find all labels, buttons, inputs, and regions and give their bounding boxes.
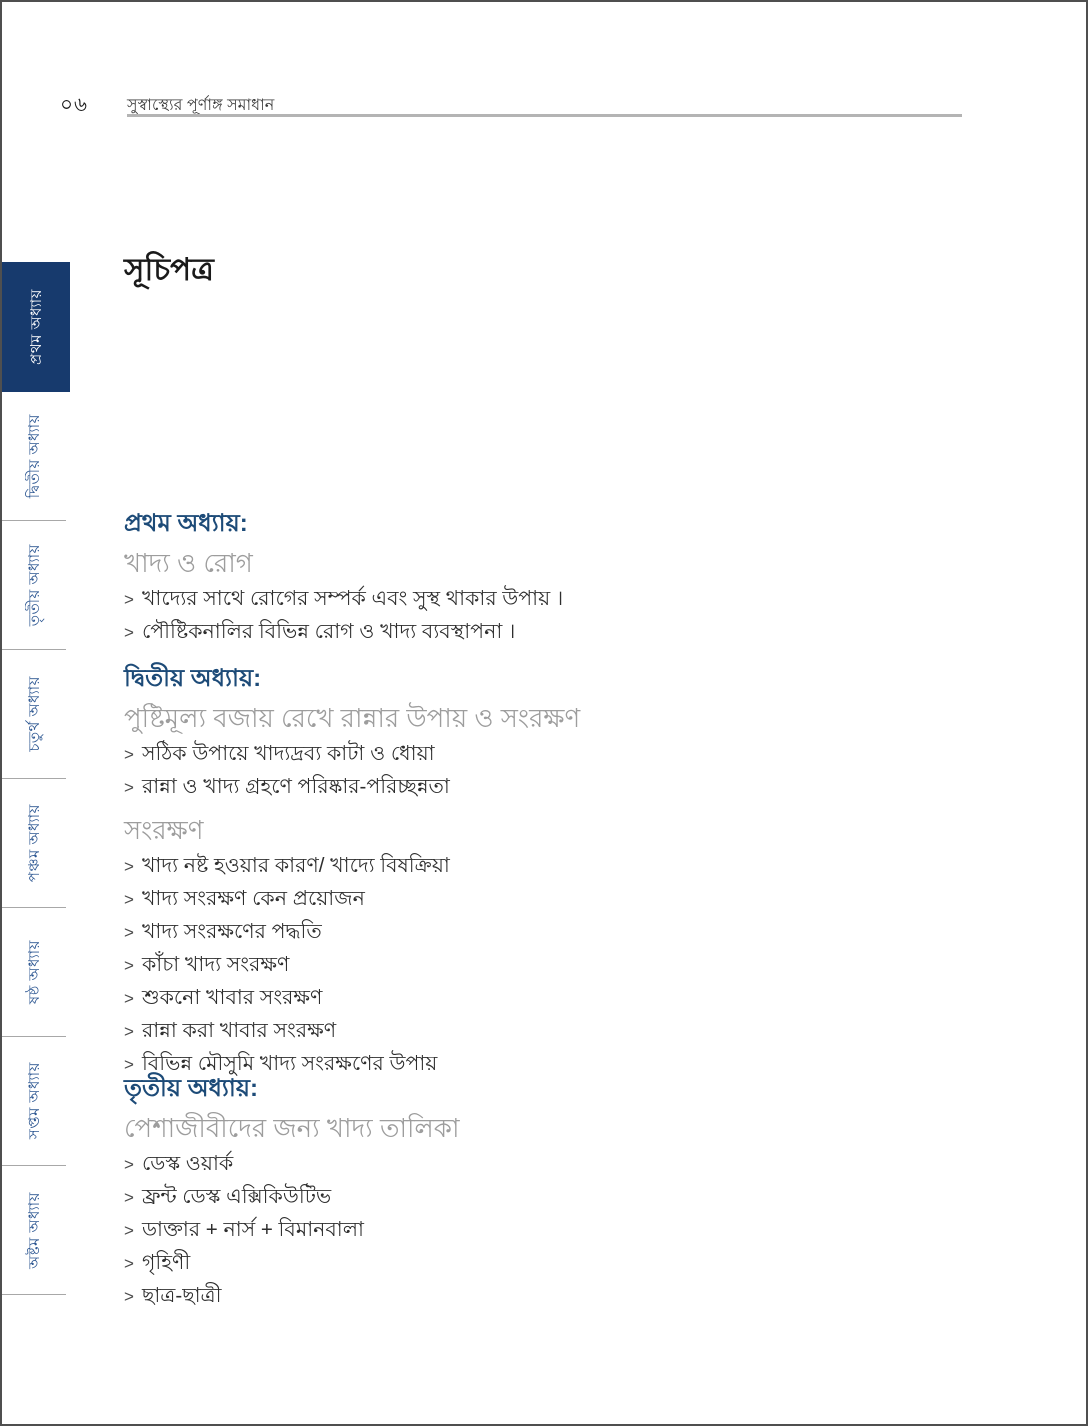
chapter-tab[interactable] bbox=[2, 1037, 66, 1166]
header-rule bbox=[127, 114, 962, 117]
chapter-tab[interactable] bbox=[2, 650, 66, 779]
bullet-marker: > bbox=[124, 745, 134, 764]
chapter-tab[interactable] bbox=[2, 262, 70, 392]
section-heading: দ্বিতীয় অধ্যায়: bbox=[124, 665, 262, 692]
toc-item-text: গৃহিণী bbox=[141, 1251, 191, 1274]
chapter-tab-label: প্রথম অধ্যায় bbox=[27, 289, 45, 365]
chapter-tab[interactable] bbox=[2, 521, 66, 650]
bullet-marker: > bbox=[124, 1287, 134, 1306]
toc-item-text: রান্না করা খাবার সংরক্ষণ bbox=[141, 1019, 337, 1042]
toc-item bbox=[124, 850, 984, 883]
toc-item-text: ফ্রন্ট ডেস্ক এক্সিকিউটিভ bbox=[141, 1185, 332, 1208]
toc-item-text: সঠিক উপায়ে খাদ্যদ্রব্য কাটা ও ধোয়া bbox=[141, 742, 435, 765]
toc-item-text: ছাত্র-ছাত্রী bbox=[141, 1284, 222, 1307]
toc-item-text: খাদ্য নষ্ট হওয়ার কারণ/ খাদ্যে বিষক্রিয়া bbox=[141, 854, 450, 877]
chapter-tab-label: পঞ্চম অধ্যায় bbox=[25, 803, 43, 883]
toc-item-text: খাদ্যের সাথে রোগের সম্পর্ক এবং সুস্থ থাকার উপায় । bbox=[141, 587, 564, 610]
toc-item bbox=[124, 883, 984, 916]
page-number: ০৬ bbox=[60, 94, 89, 116]
toc-item bbox=[124, 616, 984, 649]
section-subheading: খাদ্য ও রোগ bbox=[124, 548, 253, 578]
bullet-marker: > bbox=[124, 1221, 134, 1240]
toc-item-text: শুকনো খাবার সংরক্ষণ bbox=[141, 986, 323, 1009]
header-title: সুস্বাস্থ্যের পূর্ণাঙ্গ সমাধান bbox=[127, 97, 275, 114]
toc-item bbox=[124, 1214, 984, 1247]
toc-item-text: বিভিন্ন মৌসুমি খাদ্য সংরক্ষণের উপায় bbox=[141, 1052, 438, 1075]
bullet-marker: > bbox=[124, 857, 134, 876]
toc-section bbox=[124, 660, 984, 804]
chapter-tab-label: ষষ্ঠ অধ্যায় bbox=[25, 939, 43, 1005]
toc-item bbox=[124, 916, 984, 949]
chapter-tab-label: অষ্টম অধ্যায় bbox=[25, 1191, 43, 1269]
toc-item bbox=[124, 1280, 984, 1313]
section-heading: তৃতীয় অধ্যায়: bbox=[124, 1075, 258, 1102]
bullet-marker: > bbox=[124, 1022, 134, 1041]
toc-section bbox=[124, 505, 984, 649]
bullet-marker: > bbox=[124, 1254, 134, 1273]
toc-item bbox=[124, 771, 984, 804]
toc-item-text: খাদ্য সংরক্ষণ কেন প্রয়োজন bbox=[141, 887, 365, 910]
bullet-marker: > bbox=[124, 590, 134, 609]
toc-item bbox=[124, 583, 984, 616]
section-heading: প্রথম অধ্যায়: bbox=[124, 510, 248, 537]
chapter-tab[interactable] bbox=[2, 1166, 66, 1295]
toc-item bbox=[124, 1181, 984, 1214]
toc-item-text: পৌষ্টিকনালির বিভিন্ন রোগ ও খাদ্য ব্যবস্থাপনা । bbox=[141, 620, 516, 643]
bullet-marker: > bbox=[124, 778, 134, 797]
toc-item-text: ডেস্ক ওয়ার্ক bbox=[141, 1152, 234, 1175]
chapter-tab-label: তৃতীয় অধ্যায় bbox=[25, 543, 43, 627]
chapter-tab-label: চতুর্থ অধ্যায় bbox=[25, 676, 43, 752]
chapter-tab[interactable] bbox=[2, 779, 66, 908]
bullet-marker: > bbox=[124, 1155, 134, 1174]
bullet-marker: > bbox=[124, 1188, 134, 1207]
page-title: সূচিপত্র bbox=[124, 252, 214, 287]
section-subheading: পুষ্টিমূল্য বজায় রেখে রান্নার উপায় ও সংরক্ষণ bbox=[124, 703, 581, 733]
section-subheading: পেশাজীবীদের জন্য খাদ্য তালিকা bbox=[124, 1113, 460, 1143]
toc-item bbox=[124, 738, 984, 771]
chapter-tab-label: সপ্তম অধ্যায় bbox=[25, 1062, 43, 1140]
toc-section bbox=[124, 810, 984, 1081]
toc-item-text: কাঁচা খাদ্য সংরক্ষণ bbox=[141, 953, 290, 976]
toc-section bbox=[124, 1070, 984, 1313]
chapter-tab-label: দ্বিতীয় অধ্যায় bbox=[25, 413, 43, 499]
toc-item-text: খাদ্য সংরক্ষণের পদ্ধতি bbox=[141, 920, 322, 943]
bullet-marker: > bbox=[124, 890, 134, 909]
chapter-tab[interactable] bbox=[2, 392, 66, 521]
bullet-marker: > bbox=[124, 956, 134, 975]
toc-item bbox=[124, 949, 984, 982]
section-subheading: সংরক্ষণ bbox=[124, 815, 204, 845]
toc-item bbox=[124, 1148, 984, 1181]
toc-item bbox=[124, 982, 984, 1015]
chapter-tab[interactable] bbox=[2, 908, 66, 1037]
bullet-marker: > bbox=[124, 623, 134, 642]
toc-item-text: রান্না ও খাদ্য গ্রহণে পরিষ্কার-পরিচ্ছন্নতা bbox=[141, 775, 450, 798]
chapter-tabs-sidebar bbox=[2, 262, 70, 1295]
bullet-marker: > bbox=[124, 1055, 134, 1074]
toc-item bbox=[124, 1015, 984, 1048]
bullet-marker: > bbox=[124, 989, 134, 1008]
toc-item bbox=[124, 1247, 984, 1280]
bullet-marker: > bbox=[124, 923, 134, 942]
toc-item-text: ডাক্তার + নার্স + বিমানবালা bbox=[141, 1218, 364, 1241]
